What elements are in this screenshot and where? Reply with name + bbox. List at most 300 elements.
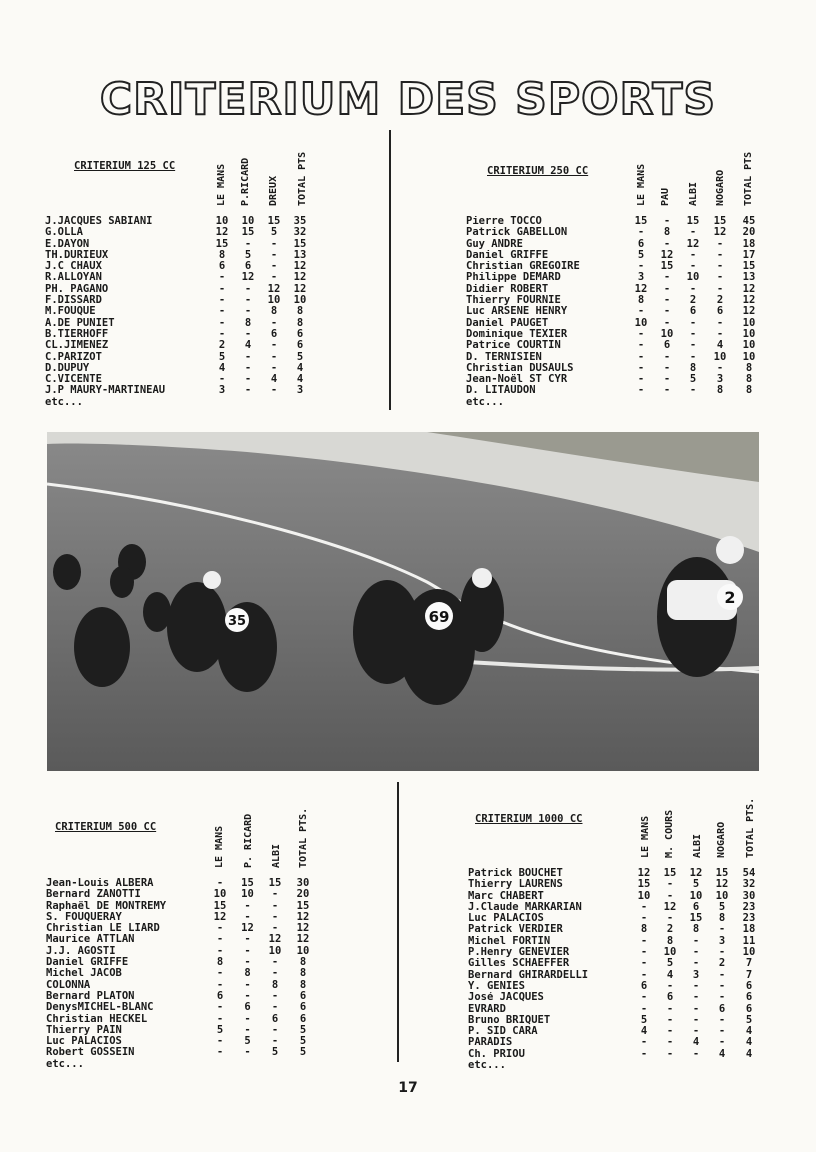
points-cell: - bbox=[716, 316, 724, 329]
rider-name: Pierre TOCCO bbox=[466, 216, 542, 227]
points-cell: 5 bbox=[296, 350, 304, 363]
points-cell: - bbox=[216, 967, 224, 980]
rider-name: Luc PALACIOS bbox=[468, 913, 544, 925]
rider-name: Luc PALACIOS bbox=[46, 1036, 122, 1048]
rider-name: B.TIERHOFF bbox=[45, 328, 109, 340]
points-cell: 23 bbox=[742, 900, 756, 913]
points-cell: 2 bbox=[666, 923, 674, 936]
points-cell: 8 bbox=[689, 361, 697, 374]
rider-name: Daniel GRIFFE bbox=[466, 249, 549, 261]
points-cell: 8 bbox=[640, 923, 648, 936]
rider-name: J.JACQUES SABIANI bbox=[45, 216, 153, 227]
points-cell: - bbox=[716, 271, 724, 284]
column-header: LE MANS bbox=[214, 825, 225, 868]
table-row bbox=[45, 340, 313, 351]
points-cell: 12 bbox=[686, 237, 700, 250]
points-cell: - bbox=[640, 934, 648, 947]
points-cell: 15 bbox=[241, 226, 255, 239]
points-cell: - bbox=[244, 237, 252, 250]
rider-name: Raphaël DE MONTREMY bbox=[46, 900, 167, 912]
table-rows bbox=[46, 878, 317, 1070]
points-cell: 12 bbox=[267, 282, 281, 295]
table-row bbox=[468, 992, 763, 1003]
points-cell: 15 bbox=[634, 215, 648, 227]
points-cell: - bbox=[692, 1013, 700, 1026]
points-cell: 45 bbox=[742, 215, 756, 227]
points-cell: - bbox=[640, 1047, 648, 1060]
points-cell: 2 bbox=[716, 294, 724, 307]
points-cell: - bbox=[663, 361, 671, 374]
points-cell: 8 bbox=[244, 316, 252, 329]
etc-note: etc... bbox=[45, 395, 83, 408]
points-cell: - bbox=[218, 282, 226, 295]
rider-name: A.DE PUNIET bbox=[45, 317, 115, 329]
table-row bbox=[46, 968, 317, 979]
points-cell: 8 bbox=[745, 361, 753, 374]
rider-name: Daniel GRIFFE bbox=[46, 957, 129, 969]
column-header: M. COURS bbox=[664, 809, 675, 858]
points-cell: 4 bbox=[745, 1047, 753, 1060]
table-row bbox=[45, 385, 313, 396]
points-cell: 35 bbox=[293, 215, 307, 227]
points-cell: 6 bbox=[218, 260, 226, 273]
points-cell: - bbox=[216, 933, 224, 946]
rider-name: Bernard PLATON bbox=[46, 990, 135, 1002]
points-cell: - bbox=[244, 305, 252, 318]
points-cell: 12 bbox=[742, 282, 756, 295]
rider-name: Dominique TEXIER bbox=[466, 328, 568, 340]
points-cell: - bbox=[218, 294, 226, 307]
points-cell: - bbox=[271, 922, 279, 935]
table-row bbox=[466, 306, 764, 317]
points-cell: - bbox=[689, 226, 697, 239]
rider-name: R.ALLOYAN bbox=[45, 272, 102, 284]
points-cell: 12 bbox=[293, 260, 307, 273]
points-cell: 5 bbox=[689, 373, 697, 386]
points-cell: 32 bbox=[293, 226, 307, 239]
points-cell: - bbox=[244, 294, 252, 307]
column-header: LE MANS bbox=[216, 163, 227, 206]
points-cell: 12 bbox=[742, 305, 756, 318]
bike-number: 69 bbox=[428, 608, 450, 626]
points-cell: - bbox=[270, 237, 278, 250]
rider-name: Christian LE LIARD bbox=[46, 923, 160, 935]
rider-name: Gilles SCHAEFFER bbox=[468, 958, 570, 970]
points-cell: 10 bbox=[742, 946, 756, 959]
criterium-125-title: CRITERIUM 125 CC bbox=[74, 160, 176, 172]
points-cell: - bbox=[663, 305, 671, 318]
points-cell: - bbox=[244, 282, 252, 295]
rider-name: José JACQUES bbox=[468, 992, 544, 1004]
points-cell: - bbox=[663, 316, 671, 329]
rider-name: P. SID CARA bbox=[468, 1026, 538, 1038]
etc-note: etc... bbox=[46, 1057, 84, 1070]
points-cell: - bbox=[666, 1047, 674, 1060]
points-cell: - bbox=[663, 282, 671, 295]
table-row bbox=[468, 958, 763, 969]
points-cell: - bbox=[718, 1013, 726, 1026]
rider-name: Maurice ATTLAN bbox=[46, 934, 135, 946]
points-cell: 8 bbox=[271, 978, 279, 991]
rider-name: Thierry LAURENS bbox=[468, 879, 563, 891]
points-cell: - bbox=[666, 1013, 674, 1026]
column-header: ALBI bbox=[692, 833, 703, 858]
table-row bbox=[46, 1002, 317, 1013]
criterium-250-title: CRITERIUM 250 CC bbox=[487, 165, 589, 177]
points-cell: 6 bbox=[270, 327, 278, 340]
points-cell: 4 bbox=[716, 339, 724, 352]
points-cell: 30 bbox=[742, 889, 756, 902]
points-cell: - bbox=[718, 979, 726, 992]
points-cell: 10 bbox=[241, 215, 255, 227]
rider-name: C.PARIZOT bbox=[45, 351, 102, 363]
points-cell: 13 bbox=[293, 248, 307, 261]
points-cell: - bbox=[216, 1001, 224, 1014]
points-cell: - bbox=[244, 978, 251, 991]
points-cell: 4 bbox=[692, 1036, 700, 1049]
points-cell: 10 bbox=[637, 889, 651, 902]
points-cell: 10 bbox=[713, 350, 727, 363]
points-cell: 15 bbox=[213, 899, 227, 912]
points-cell: 6 bbox=[244, 1001, 251, 1014]
points-cell: - bbox=[216, 1046, 224, 1059]
points-cell: 5 bbox=[637, 248, 645, 261]
points-cell: 6 bbox=[299, 1012, 307, 1025]
points-cell: 10 bbox=[742, 339, 756, 352]
column-header: LE MANS bbox=[640, 815, 651, 858]
rider-name: G.OLLA bbox=[45, 227, 83, 239]
points-cell: 6 bbox=[689, 305, 697, 318]
points-cell: - bbox=[663, 373, 671, 386]
points-cell: - bbox=[637, 361, 645, 374]
points-cell: - bbox=[637, 350, 645, 363]
points-cell: - bbox=[640, 968, 648, 981]
points-cell: - bbox=[666, 1025, 674, 1038]
rider-name: DenysMICHEL-BLANC bbox=[46, 1002, 154, 1014]
points-cell: - bbox=[692, 957, 700, 970]
rider-name: J.P MAURY-MARTINEAU bbox=[45, 385, 166, 397]
points-cell: 5 bbox=[692, 878, 700, 891]
rider-name: S. FOUQUERAY bbox=[46, 911, 122, 923]
points-cell: - bbox=[244, 384, 252, 397]
points-cell: 4 bbox=[745, 1025, 753, 1038]
points-cell: 8 bbox=[216, 956, 224, 969]
points-cell: 4 bbox=[745, 1036, 753, 1049]
rider-name: Thierry PAIN bbox=[46, 1024, 122, 1036]
column-header: TOTAL PTS. bbox=[298, 807, 309, 868]
points-cell: 15 bbox=[293, 237, 307, 250]
points-cell: 5 bbox=[640, 1013, 648, 1026]
points-cell: 18 bbox=[742, 237, 756, 250]
criterium-500-title: CRITERIUM 500 CC bbox=[55, 821, 157, 833]
points-cell: 8 bbox=[692, 923, 700, 936]
points-cell: 13 bbox=[742, 271, 756, 284]
points-cell: - bbox=[640, 946, 648, 959]
rider-name: Christian GREGOIRE bbox=[466, 261, 580, 273]
points-cell: 6 bbox=[663, 339, 671, 352]
points-cell: - bbox=[692, 1002, 700, 1015]
rider-name: Guy ANDRE bbox=[466, 238, 523, 250]
rider-name: Bruno BRIQUET bbox=[468, 1014, 551, 1026]
points-cell: 8 bbox=[716, 384, 724, 397]
points-cell: 15 bbox=[742, 260, 756, 273]
points-cell: 8 bbox=[299, 967, 307, 980]
rider-name: Patrice COURTIN bbox=[466, 340, 561, 352]
points-cell: - bbox=[271, 967, 279, 980]
points-cell: 12 bbox=[241, 271, 255, 284]
points-cell: - bbox=[270, 248, 278, 261]
rider-name: J.Claude MARKARIAN bbox=[468, 901, 582, 913]
points-cell: - bbox=[218, 305, 226, 318]
points-cell: - bbox=[689, 350, 697, 363]
points-cell: 12 bbox=[213, 910, 227, 923]
points-cell: 15 bbox=[715, 867, 729, 879]
points-cell: 6 bbox=[666, 991, 674, 1004]
points-cell: 6 bbox=[745, 1002, 753, 1015]
rider-name: J.C CHAUX bbox=[45, 261, 102, 273]
page-number: 17 bbox=[398, 1080, 418, 1096]
points-cell: - bbox=[271, 1023, 279, 1036]
points-cell: 12 bbox=[663, 900, 677, 913]
points-cell: - bbox=[663, 350, 671, 363]
points-cell: 30 bbox=[296, 877, 310, 889]
points-cell: 10 bbox=[268, 944, 282, 957]
points-cell: 8 bbox=[299, 978, 307, 991]
column-header: TOTAL PTS bbox=[743, 151, 754, 206]
points-cell: 10 bbox=[742, 316, 756, 329]
points-cell: - bbox=[718, 991, 726, 1004]
rider-name: Patrick GABELLON bbox=[466, 227, 568, 239]
points-cell: 6 bbox=[299, 989, 307, 1002]
points-cell: - bbox=[716, 361, 724, 374]
points-cell: - bbox=[244, 1012, 251, 1025]
table-row bbox=[466, 385, 764, 396]
points-cell: 5 bbox=[718, 900, 726, 913]
points-cell: - bbox=[689, 339, 697, 352]
points-cell: - bbox=[216, 1035, 224, 1048]
points-cell: 6 bbox=[718, 1002, 726, 1015]
points-cell: 6 bbox=[244, 260, 252, 273]
points-cell: 12 bbox=[689, 867, 703, 879]
points-cell: 6 bbox=[637, 237, 645, 250]
points-cell: - bbox=[244, 944, 251, 957]
rider-name: Bernard GHIRARDELLI bbox=[468, 969, 589, 981]
points-cell: 54 bbox=[742, 867, 756, 879]
points-cell: - bbox=[637, 260, 645, 273]
points-cell: - bbox=[244, 956, 251, 969]
column-divider-top bbox=[389, 130, 391, 410]
points-cell: 12 bbox=[660, 248, 674, 261]
points-cell: 10 bbox=[660, 327, 674, 340]
points-cell: - bbox=[216, 877, 224, 889]
points-cell: 10 bbox=[715, 889, 729, 902]
points-cell: 10 bbox=[742, 350, 756, 363]
points-cell: 5 bbox=[299, 1046, 307, 1059]
motorcycle-race-image bbox=[47, 432, 759, 771]
points-cell: - bbox=[244, 899, 251, 912]
points-cell: 10 bbox=[663, 946, 677, 959]
rider-name: Jean-Noël ST CYR bbox=[466, 374, 568, 386]
rider-name: EVRARD bbox=[468, 1003, 506, 1015]
points-cell: 8 bbox=[296, 305, 304, 318]
points-cell: - bbox=[270, 271, 278, 284]
points-cell: - bbox=[270, 361, 278, 374]
points-cell: - bbox=[244, 989, 251, 1002]
points-cell: 8 bbox=[637, 294, 645, 307]
points-cell: 10 bbox=[241, 888, 254, 901]
points-cell: 6 bbox=[296, 327, 304, 340]
points-cell: - bbox=[244, 933, 251, 946]
points-cell: - bbox=[271, 888, 279, 901]
points-cell: - bbox=[244, 361, 252, 374]
points-cell: 4 bbox=[718, 1047, 726, 1060]
points-cell: 3 bbox=[692, 968, 700, 981]
rider-name: Michel FORTIN bbox=[468, 935, 551, 947]
points-cell: 6 bbox=[271, 1012, 279, 1025]
points-cell: - bbox=[244, 1046, 251, 1059]
points-cell: - bbox=[271, 899, 279, 912]
points-cell: - bbox=[692, 991, 700, 1004]
rider-name: Patrick BOUCHET bbox=[468, 868, 563, 879]
points-cell: - bbox=[270, 316, 278, 329]
rider-name: PARADIS bbox=[468, 1037, 513, 1049]
table-row bbox=[46, 1047, 317, 1058]
points-cell: - bbox=[270, 350, 278, 363]
points-cell: - bbox=[666, 912, 674, 925]
rider-name: E.DAYON bbox=[45, 238, 90, 250]
points-cell: 10 bbox=[634, 316, 648, 329]
rider-name: D. LITAUDON bbox=[466, 385, 536, 397]
points-cell: - bbox=[216, 922, 224, 935]
points-cell: 15 bbox=[267, 215, 281, 227]
points-cell: - bbox=[216, 978, 224, 991]
race-photo bbox=[47, 432, 759, 771]
points-cell: - bbox=[716, 260, 724, 273]
column-header: LE MANS bbox=[636, 163, 647, 206]
bike-number: 2 bbox=[724, 588, 736, 607]
points-cell: 3 bbox=[296, 384, 304, 397]
points-cell: - bbox=[666, 1036, 674, 1049]
rider-name: Y. GENIES bbox=[468, 980, 525, 992]
points-cell: - bbox=[666, 878, 674, 891]
points-cell: 12 bbox=[296, 922, 310, 935]
points-cell: - bbox=[244, 910, 251, 923]
points-cell: - bbox=[718, 1025, 726, 1038]
criterium-1000-title: CRITERIUM 1000 CC bbox=[475, 813, 583, 825]
points-cell: 10 bbox=[215, 215, 229, 227]
points-cell: - bbox=[689, 316, 697, 329]
points-cell: 8 bbox=[666, 934, 674, 947]
rider-name: P.Henry GENEVIER bbox=[468, 947, 570, 959]
points-cell: - bbox=[270, 339, 278, 352]
column-header: NOGARO bbox=[716, 821, 727, 858]
points-cell: - bbox=[244, 327, 252, 340]
points-cell: - bbox=[716, 282, 724, 295]
rider-name: Philippe DEMARD bbox=[466, 272, 561, 284]
points-cell: - bbox=[640, 1002, 648, 1015]
table-row bbox=[468, 1049, 763, 1060]
points-cell: - bbox=[692, 934, 700, 947]
points-cell: 8 bbox=[296, 316, 304, 329]
points-cell: - bbox=[716, 327, 724, 340]
points-cell: - bbox=[637, 305, 645, 318]
points-cell: - bbox=[244, 350, 252, 363]
points-cell: - bbox=[270, 384, 278, 397]
points-cell: 12 bbox=[713, 226, 727, 239]
points-cell: 15 bbox=[296, 899, 310, 912]
points-cell: 6 bbox=[745, 991, 753, 1004]
points-cell: - bbox=[640, 912, 648, 925]
points-cell: 3 bbox=[716, 373, 724, 386]
table-rows bbox=[466, 216, 764, 408]
column-divider-bottom bbox=[397, 782, 399, 1062]
points-cell: - bbox=[271, 910, 279, 923]
table-row bbox=[468, 879, 763, 890]
points-cell: - bbox=[640, 900, 648, 913]
points-cell: 5 bbox=[270, 226, 278, 239]
points-cell: - bbox=[718, 1036, 726, 1049]
points-cell: - bbox=[218, 271, 226, 284]
points-cell: 7 bbox=[745, 968, 753, 981]
points-cell: - bbox=[637, 339, 645, 352]
rider-name: J.J. AGOSTI bbox=[46, 945, 116, 957]
points-cell: 12 bbox=[268, 933, 282, 946]
points-cell: 4 bbox=[218, 361, 226, 374]
points-cell: 2 bbox=[718, 957, 726, 970]
points-cell: - bbox=[640, 957, 648, 970]
points-cell: - bbox=[244, 1023, 251, 1036]
rider-name: PH. PAGANO bbox=[45, 283, 109, 295]
column-header: ALBI bbox=[688, 181, 699, 206]
points-cell: - bbox=[663, 294, 671, 307]
points-cell: 8 bbox=[270, 305, 278, 318]
rider-name: F.DISSARD bbox=[45, 295, 102, 307]
points-cell: - bbox=[271, 989, 279, 1002]
rider-name: Christian HECKEL bbox=[46, 1013, 148, 1025]
points-cell: 5 bbox=[299, 1035, 307, 1048]
points-cell: - bbox=[218, 316, 226, 329]
points-cell: - bbox=[689, 384, 697, 397]
points-cell: 12 bbox=[296, 933, 310, 946]
points-cell: 18 bbox=[742, 923, 756, 936]
points-cell: - bbox=[716, 248, 724, 261]
points-cell: 10 bbox=[293, 294, 307, 307]
points-cell: 6 bbox=[745, 979, 753, 992]
points-cell: 15 bbox=[241, 877, 254, 889]
points-cell: 4 bbox=[270, 373, 278, 386]
points-cell: 17 bbox=[742, 248, 756, 261]
points-cell: - bbox=[244, 373, 252, 386]
points-cell: 10 bbox=[267, 294, 281, 307]
points-cell: 15 bbox=[660, 260, 674, 273]
points-cell: 10 bbox=[296, 944, 310, 957]
points-cell: - bbox=[666, 979, 674, 992]
points-cell: 2 bbox=[689, 294, 697, 307]
points-cell: - bbox=[689, 282, 697, 295]
points-cell: 6 bbox=[296, 339, 304, 352]
rider-name: C.VICENTE bbox=[45, 374, 102, 386]
table-row bbox=[45, 227, 313, 238]
points-cell: - bbox=[666, 889, 674, 902]
column-header: PAU bbox=[660, 187, 671, 206]
table-row bbox=[46, 889, 317, 900]
points-cell: 6 bbox=[216, 989, 224, 1002]
points-cell: - bbox=[716, 237, 724, 250]
points-cell: - bbox=[689, 327, 697, 340]
points-cell: 12 bbox=[215, 226, 229, 239]
points-cell: 8 bbox=[745, 373, 753, 386]
rider-name: Luc ARSENE HENRY bbox=[466, 306, 568, 318]
